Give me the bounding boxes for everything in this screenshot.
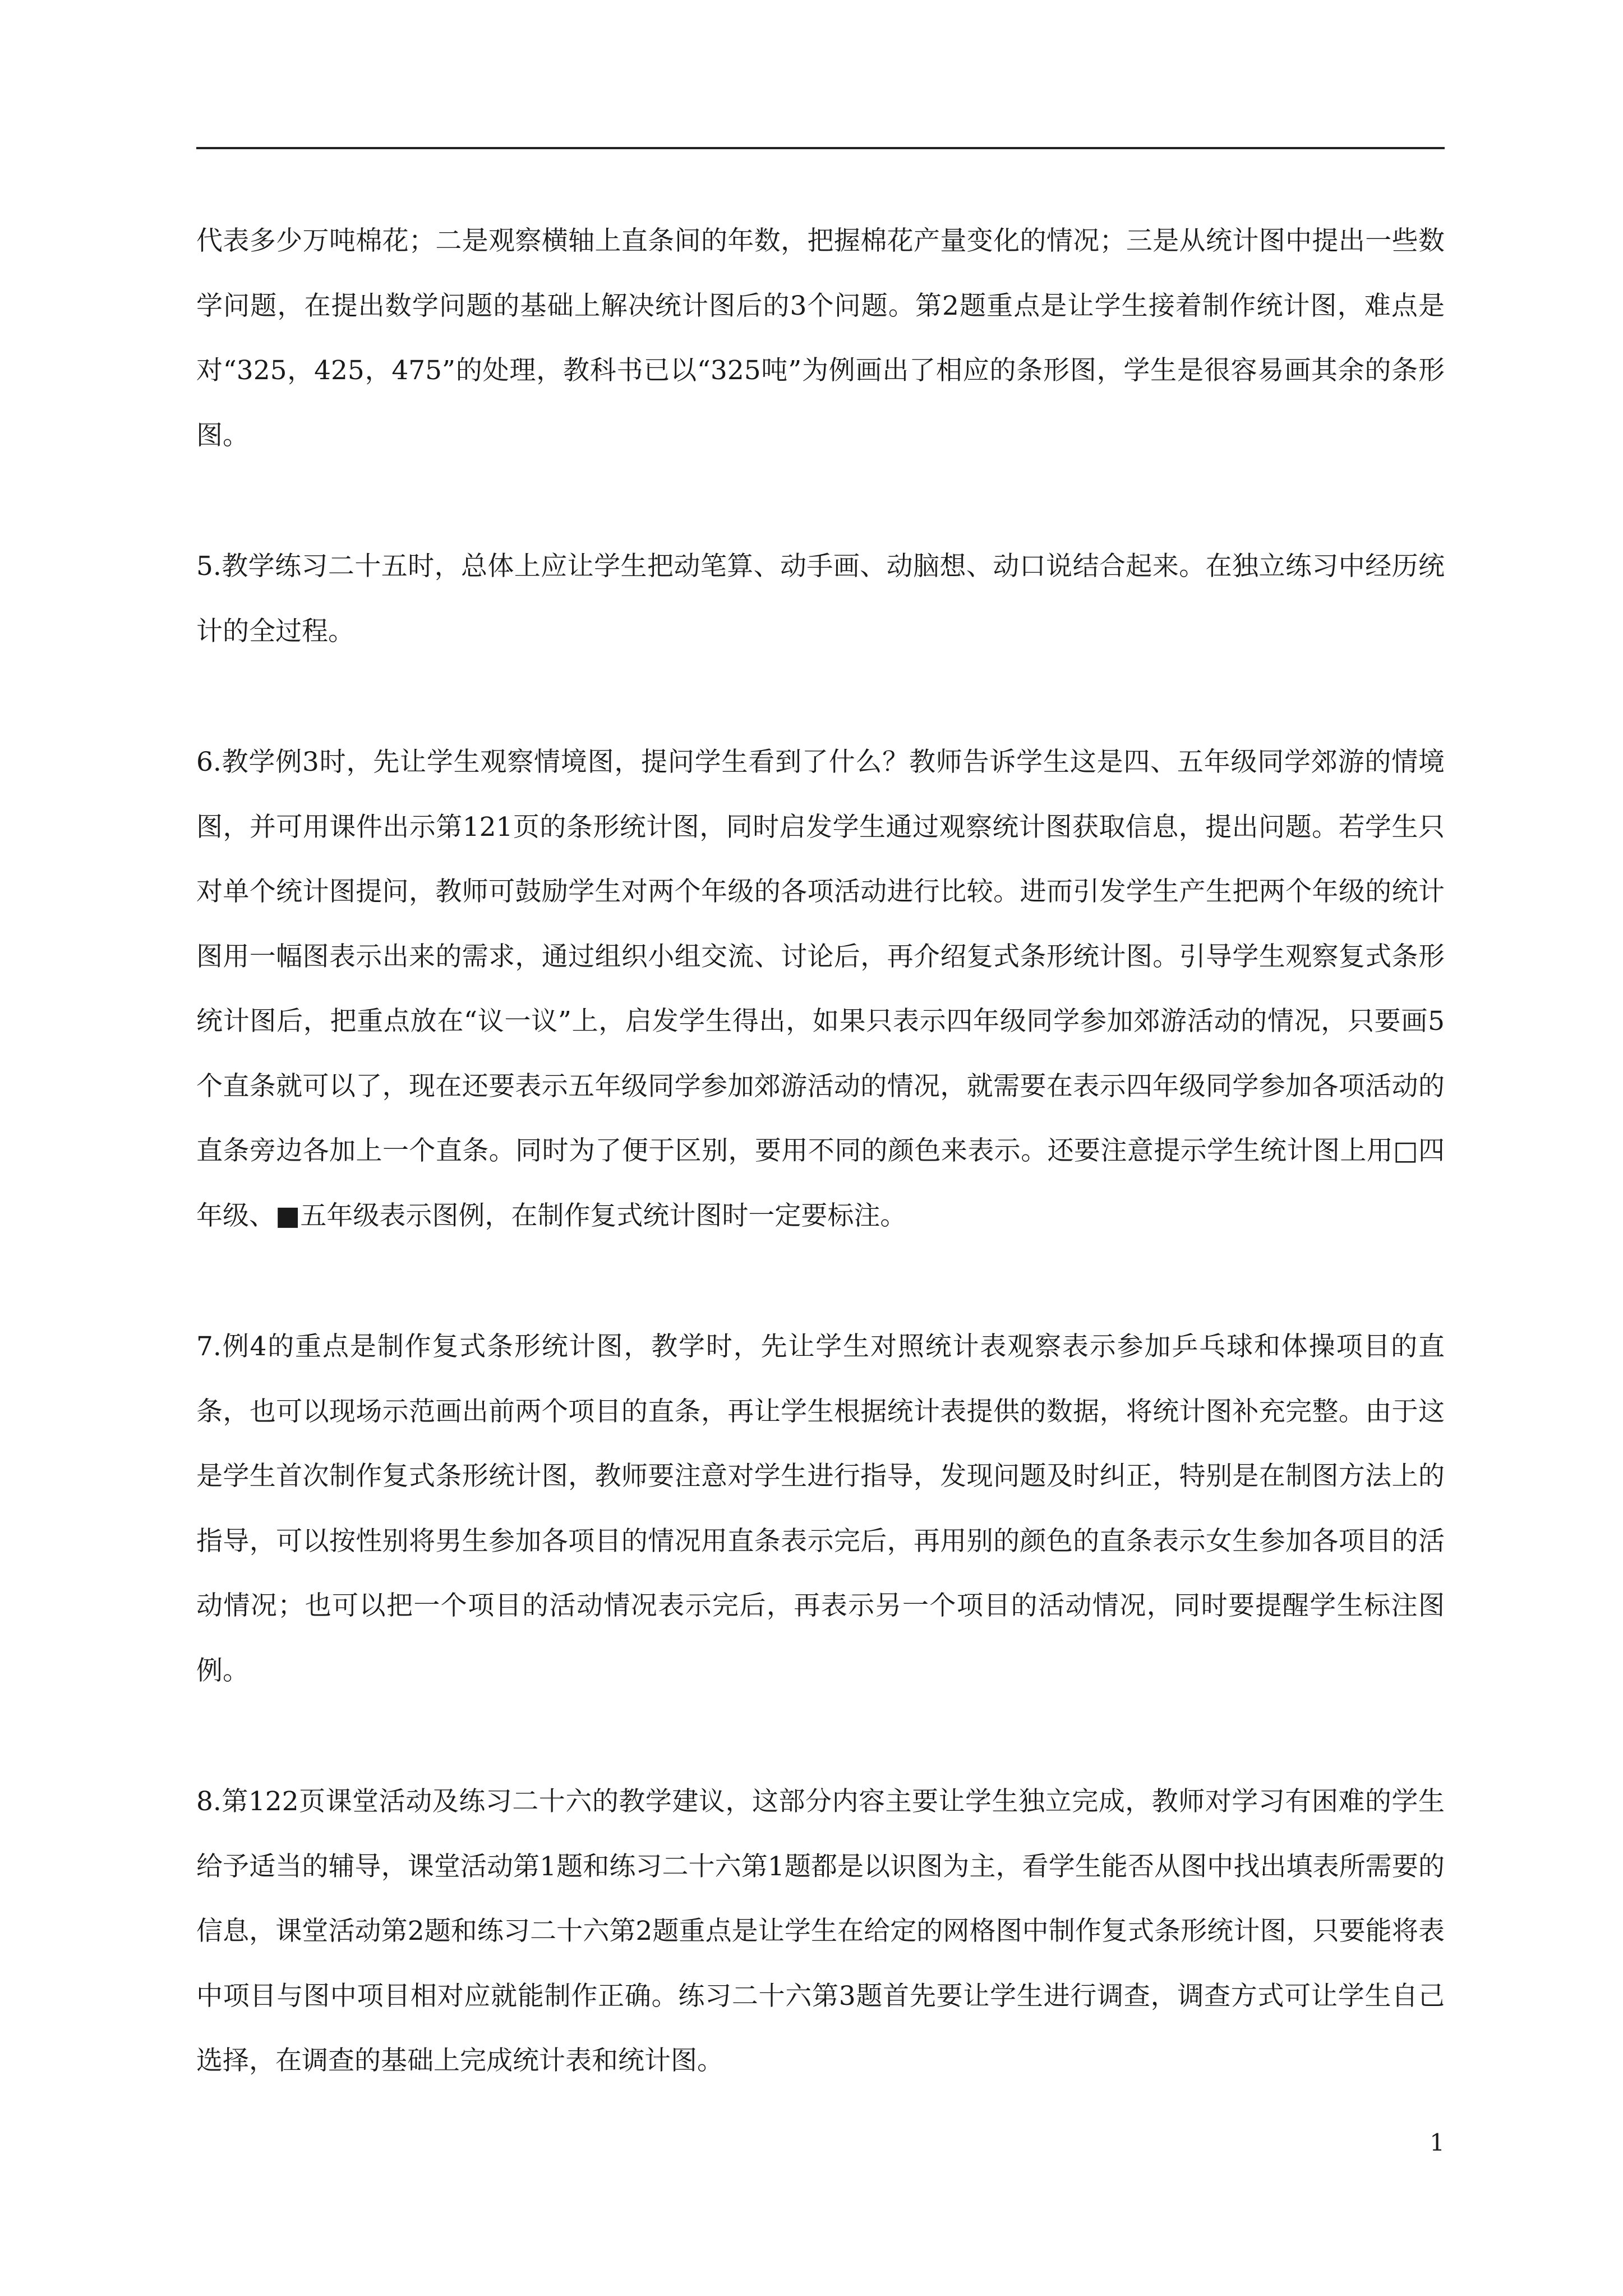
paragraph-item-7: 7.例4的重点是制作复式条形统计图，教学时，先让学生对照统计表观察表示参加乒乓球和体操项目的直条，也可以现场示范画出前两个项目的直条，再让学生根据统计表提供的数据，将统计图补充完整。由于这是学生首次制作复式条形统计图，教师要注意对学生进行指导，发现问题及时纠正，特别是在制图方法上的指导，可以按性别将男生参加各项目的情况用直条表示完后，再用别的颜色的直条表示女生参加各项目的活动情况；也可以把一个项目的活动情况表示完后，再表示另一个项目的活动情况，同时要提醒学生标注图例。: [196, 1331, 1445, 1686]
paragraph-item-8: 8.第122页课堂活动及练习二十六的教学建议，这部分内容主要让学生独立完成，教师对学习有困难的学生给予适当的辅导，课堂活动第1题和练习二十六第1题都是以识图为主，看学生能否从图中找出填表所需要的信息，课堂活动第2题和练习二十六第2题重点是让学生在给定的网格图中制作复式条形统计图，只要能将表中项目与图中项目相对应就能制作正确。练习二十六第3题首先要让学生进行调查，调查方式可让学生自己选择，在调查的基础上完成统计表和统计图。: [196, 1786, 1445, 2076]
paragraph-continuation: 代表多少万吨棉花；二是观察横轴上直条间的年数，把握棉花产量变化的情况；三是从统计图中提出一些数学问题，在提出数学问题的基础上解决统计图后的3个问题。第2题重点是让学生接着制作统计图，难点是对“325，425，475”的处理，教科书已以“325吨”为例画出了相应的条形图，学生是很容易画其余的条形图。: [196, 226, 1445, 451]
paragraph-item-6: 6.教学例3时，先让学生观察情境图，提问学生看到了什么？教师告诉学生这是四、五年级同学郊游的情境图，并可用课件出示第121页的条形统计图，同时启发学生通过观察统计图获取信息，提出问题。若学生只对单个统计图提问，教师可鼓励学生对两个年级的各项活动进行比较。进而引发学生产生把两个年级的统计图用一幅图表示出来的需求，通过组织小组交流、讨论后，再介绍复式条形统计图。引导学生观察复式条形统计图后，把重点放在“议一议”上，启发学生得出，如果只表示四年级同学参加郊游活动的情况，只要画5个直条就可以了，现在还要表示五年级同学参加郊游活动的情况，就需要在表示四年级同学参加各项活动的直条旁边各加上一个直条。同时为了便于区别，要用不同的颜色来表示。还要注意提示学生统计图上用□四年级、■五年级表示图例，在制作复式统计图时一定要标注。: [196, 747, 1445, 1231]
header-rule: [196, 147, 1445, 149]
paragraph-item-5: 5.教学练习二十五时，总体上应让学生把动笔算、动手画、动脑想、动口说结合起来。在独立练习中经历统计的全过程。: [196, 551, 1445, 647]
page-number: 1: [1430, 2129, 1445, 2156]
document-body: [196, 209, 1445, 2093]
